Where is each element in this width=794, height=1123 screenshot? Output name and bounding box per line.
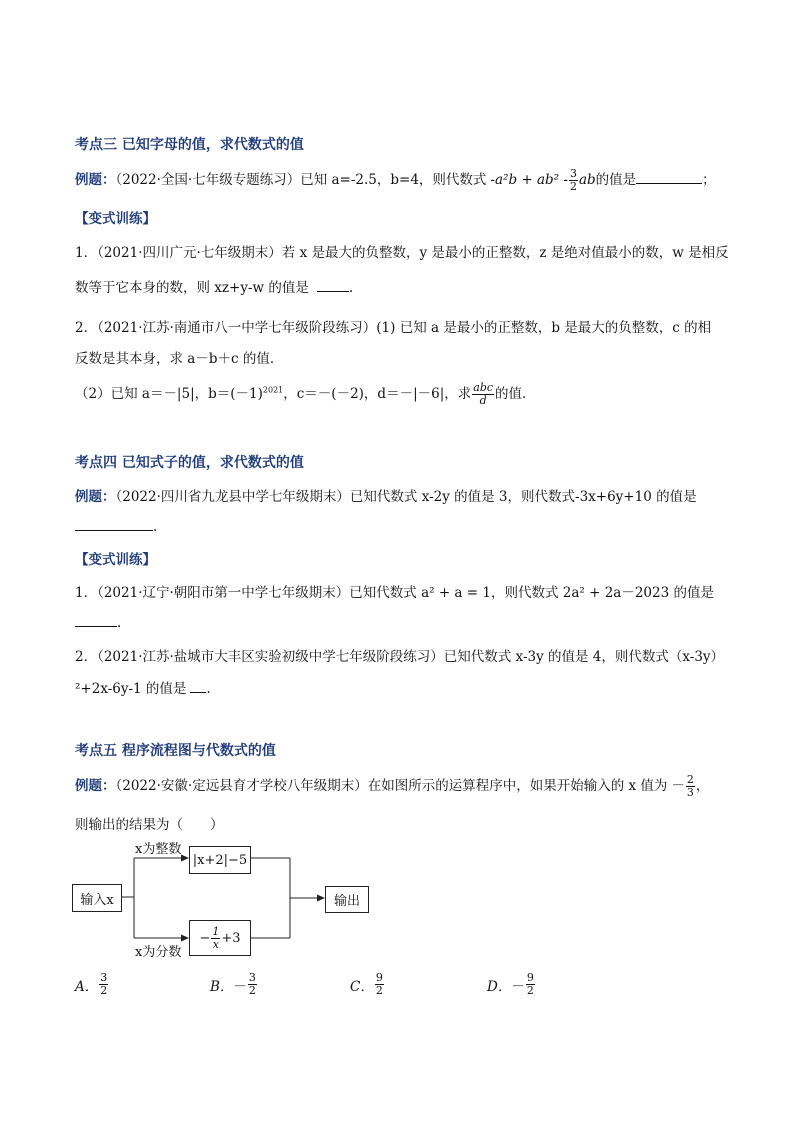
flow-top-condition: x为整数: [135, 842, 182, 857]
example-fraction: $\frac{3}{2}$: [569, 167, 577, 193]
section3-title: 考点三 已知字母的值，求代数式的值: [75, 137, 304, 153]
example-suffix: 的值是: [595, 172, 637, 188]
flow-output-box: 输出: [325, 886, 369, 913]
s3-q2-line2: 反数是其本身，求 a－b＋c 的值．: [75, 351, 284, 367]
flow-top-box: |x+2|−5: [189, 846, 251, 874]
s3-q2-part2: （2）已知 a＝－|5|，$b=(-1)^{2021}$，c＝－(－2)，d＝－|－6|，求 $\frac{\text{abc}}{d}$ 的值．: [75, 381, 536, 407]
example-label: 例题：: [75, 172, 116, 188]
section5-example-line2: 则输出的结果为（ ）: [75, 817, 224, 833]
option-a[interactable]: A． $\frac{3}{2}$: [75, 971, 108, 997]
section4-example: 例题：（2022·四川省九龙县中学七年级期末）已知代数式 x-2y 的值是 3，则代数式-3x+6y+10 的值是: [75, 489, 697, 505]
flow-input-box: 输入x: [72, 884, 122, 912]
training-label: 【变式训练】: [75, 552, 156, 568]
s3-q1-line1: 1．（2021·四川广元·七年级期末）若 x 是最大的负整数，y 是最小的正整数，z 是绝对值最小的数，w 是相反: [75, 245, 729, 261]
s4-q2-line1: 2．（2021·江苏·盐城市大丰区实验初级中学七年级阶段练习）已知代数式 x-3y 的值是 4，则代数式（x-3y）: [75, 649, 725, 665]
s3-q1-line2: 数等于它本身的数，则 xz+y-w 的值是 .: [75, 276, 353, 296]
s4-q1-line2: .: [75, 612, 121, 631]
section3-example: 例题：（2022·全国·七年级专题练习）已知 a=-2.5，b=4，则代数式 -a²b + ab² - $\frac{3}{2}$ ab的值是 ；: [75, 167, 716, 193]
option-b[interactable]: B． － $\frac{3}{2}$: [210, 971, 256, 997]
training-label: 【变式训练】: [75, 211, 156, 227]
example-text: （2022·全国·七年级专题练习）已知 a=-2.5，b=4，则代数式: [115, 172, 487, 188]
example-expr: -a²b + ab² -: [490, 172, 568, 188]
section4-example-blank-line: .: [75, 516, 157, 535]
example-expr-tail: ab: [578, 172, 596, 188]
section4-title: 考点四 已知式子的值，求代数式的值: [75, 455, 304, 471]
q2-fraction: $\frac{\text{abc}}{d}$: [473, 381, 494, 407]
option-d[interactable]: D． － $\frac{9}{2}$: [487, 971, 534, 997]
section5-title: 考点五 程序流程图与代数式的值: [75, 743, 276, 759]
section5-example: 例题：（2022·安徽·定远县育才学校八年级期末）在如图所示的运算程序中，如果开始输入的 x 值为 － $\frac{2}{3}$ ，: [75, 773, 710, 799]
flow-bottom-box: − $\frac{1}{x}$ +3: [189, 920, 251, 956]
option-c[interactable]: C． $\frac{9}{2}$: [350, 971, 383, 997]
s3-q2-line1: 2．（2021·江苏·南通市八一中学七年级阶段练习）(1) 已知 a 是最小的正整数，b 是最大的负整数，c 的相: [75, 320, 712, 336]
s4-q2-line2: ²+2x-6y-1 的值是 .: [75, 677, 211, 697]
s4-q1-line1: 1．（2021·辽宁·朝阳市第一中学七年级期末）已知代数式 a² + a = 1，则代数式 2a² + 2a－2023 的值是: [75, 585, 714, 601]
input-value-fraction: $\frac{2}{3}$: [686, 773, 694, 799]
flow-bottom-condition: x为分数: [135, 945, 182, 960]
